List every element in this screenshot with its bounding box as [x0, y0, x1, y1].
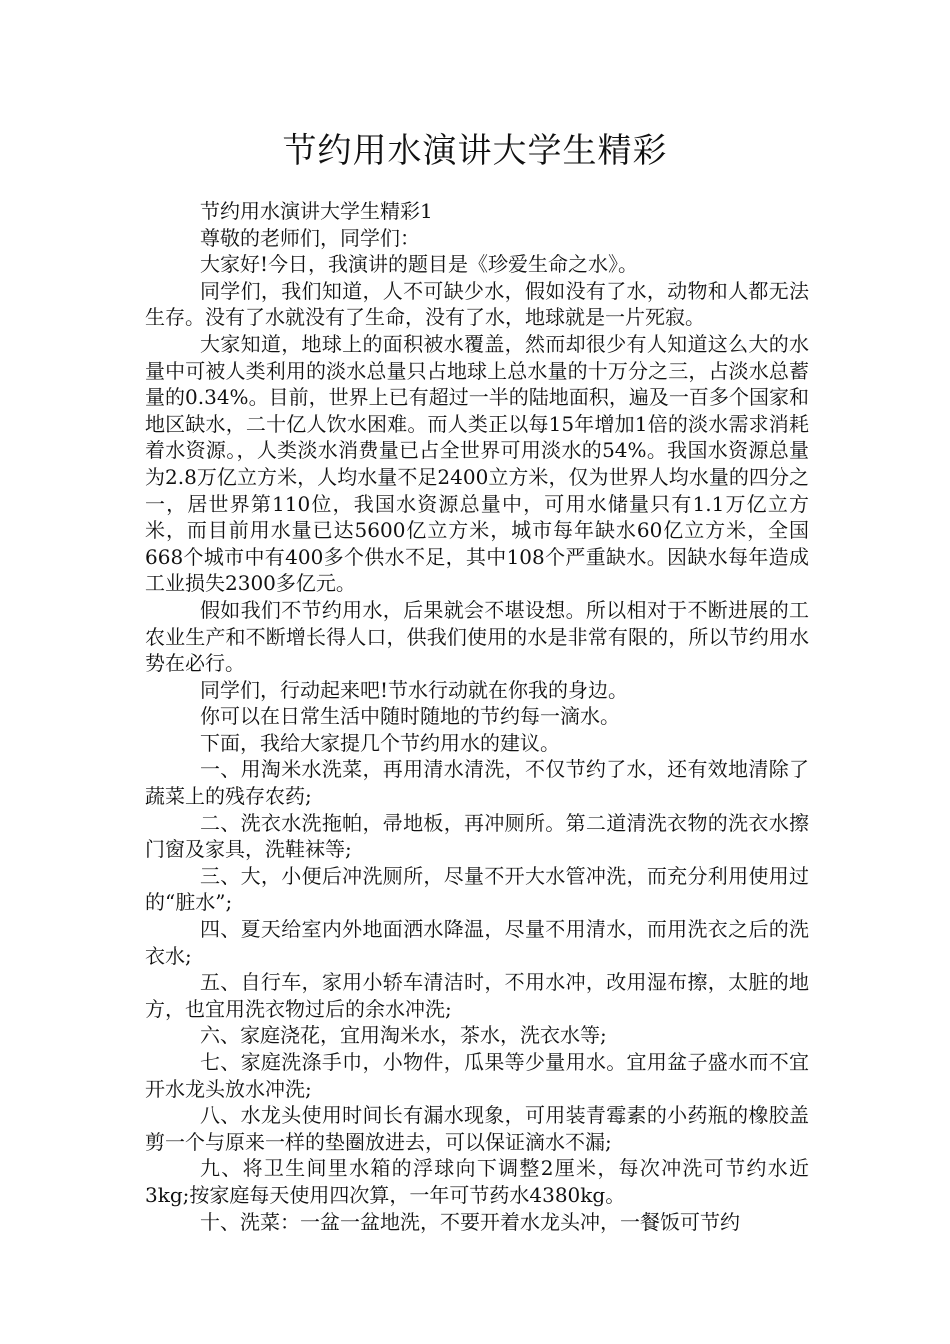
suggestion-item: 五、自行车，家用小轿车清洁时，不用水冲，改用湿布擦，太脏的地方，也宜用洗衣物过后的余水冲洗;	[145, 970, 809, 1021]
document-body	[145, 198, 809, 1235]
suggestion-item: 七、家庭洗涤手巾，小物件，瓜果等少量用水。宜用盆子盛水而不宜开水龙头放水冲洗;	[145, 1050, 809, 1101]
suggestion-item: 三、大，小便后冲洗厕所，尽量不开大水管冲洗，而充分利用使用过的“脏水”;	[145, 863, 809, 915]
suggestion-item: 八、水龙头使用时间长有漏水现象，可用装青霉素的小药瓶的橡胶盖剪一个与原来一样的垫圈放进去，可以保证滴水不漏;	[145, 1103, 809, 1154]
suggestion-item: 四、夏天给室内外地面洒水降温，尽量不用清水，而用洗衣之后的洗衣水;	[145, 917, 809, 968]
suggestion-item: 二、洗衣水洗拖帕，帚地板，再冲厕所。第二道清洗衣物的洗衣水擦门窗及家具，洗鞋袜等;	[145, 810, 809, 862]
suggestion-item: 一、用淘米水洗菜，再用清水清洗，不仅节约了水，还有效地清除了蔬菜上的残存农药;	[145, 757, 809, 809]
paragraph: 假如我们不节约用水，后果就会不堪设想。所以相对于不断进展的工农业生产和不断增长得人口，供我们使用的水是非常有限的，所以节约用水势在必行。	[145, 597, 809, 676]
paragraph: 下面，我给大家提几个节约用水的建议。	[200, 730, 560, 755]
suggestion-item: 六、家庭浇花，宜用淘米水，茶水，洗衣水等;	[200, 1023, 607, 1048]
paragraph-salutation: 尊敬的老师们，同学们：	[200, 225, 420, 250]
paragraph: 同学们，我们知道，人不可缺少水，假如没有了水，动物和人都无法生存。没有了水就没有了生命，没有了水，地球就是一片死寂。	[145, 278, 809, 330]
paragraph: 你可以在日常生活中随时随地的节约每一滴水。	[200, 704, 620, 729]
document-title: 节约用水演讲大学生精彩	[282, 131, 668, 171]
paragraph: 同学们，行动起来吧!节水行动就在你我的身边。	[200, 677, 629, 702]
paragraph: 大家知道，地球上的面积被水覆盖，然而却很少有人知道这么大的水量中可被人类利用的淡水总量只占地球上总水量的十万分之三，占淡水总蓄量的0.34%。目前，世界上已有超过一半的陆地面积，遍及一百多个国家和地区缺水，二十亿人饮水困难。而人类正以每15年增加1倍的淡水需求消耗着水资源。，人类淡水消费量已占全世界可用淡水的54%。我国水资源总量为2.8万亿立方米，人均水量不足2400立方米，仅为世界人均水量的四分之一，居世界第110位，我国水资源总量中，可用水储量只有1.1万亿立方米，而目前用水量已达5600亿立方米，城市每年缺水60亿立方米，全国668个城市中有400多个供水不足，其中108个严重缺水。因缺水每年造成工业损失2300多亿元。	[145, 331, 809, 596]
paragraph-heading: 节约用水演讲大学生精彩1	[200, 199, 433, 223]
paragraph-greeting: 大家好!今日，我演讲的题目是《珍爱生命之水》。	[200, 252, 639, 277]
suggestion-item: 九、将卫生间里水箱的浮球向下调整2厘米，每次冲洗可节约水近3kg;按家庭每天使用四次算，一年可节药水4380kg。	[145, 1156, 809, 1207]
suggestion-item: 十、洗菜：一盆一盆地洗，不要开着水龙头冲，一餐饭可节约	[200, 1209, 740, 1234]
